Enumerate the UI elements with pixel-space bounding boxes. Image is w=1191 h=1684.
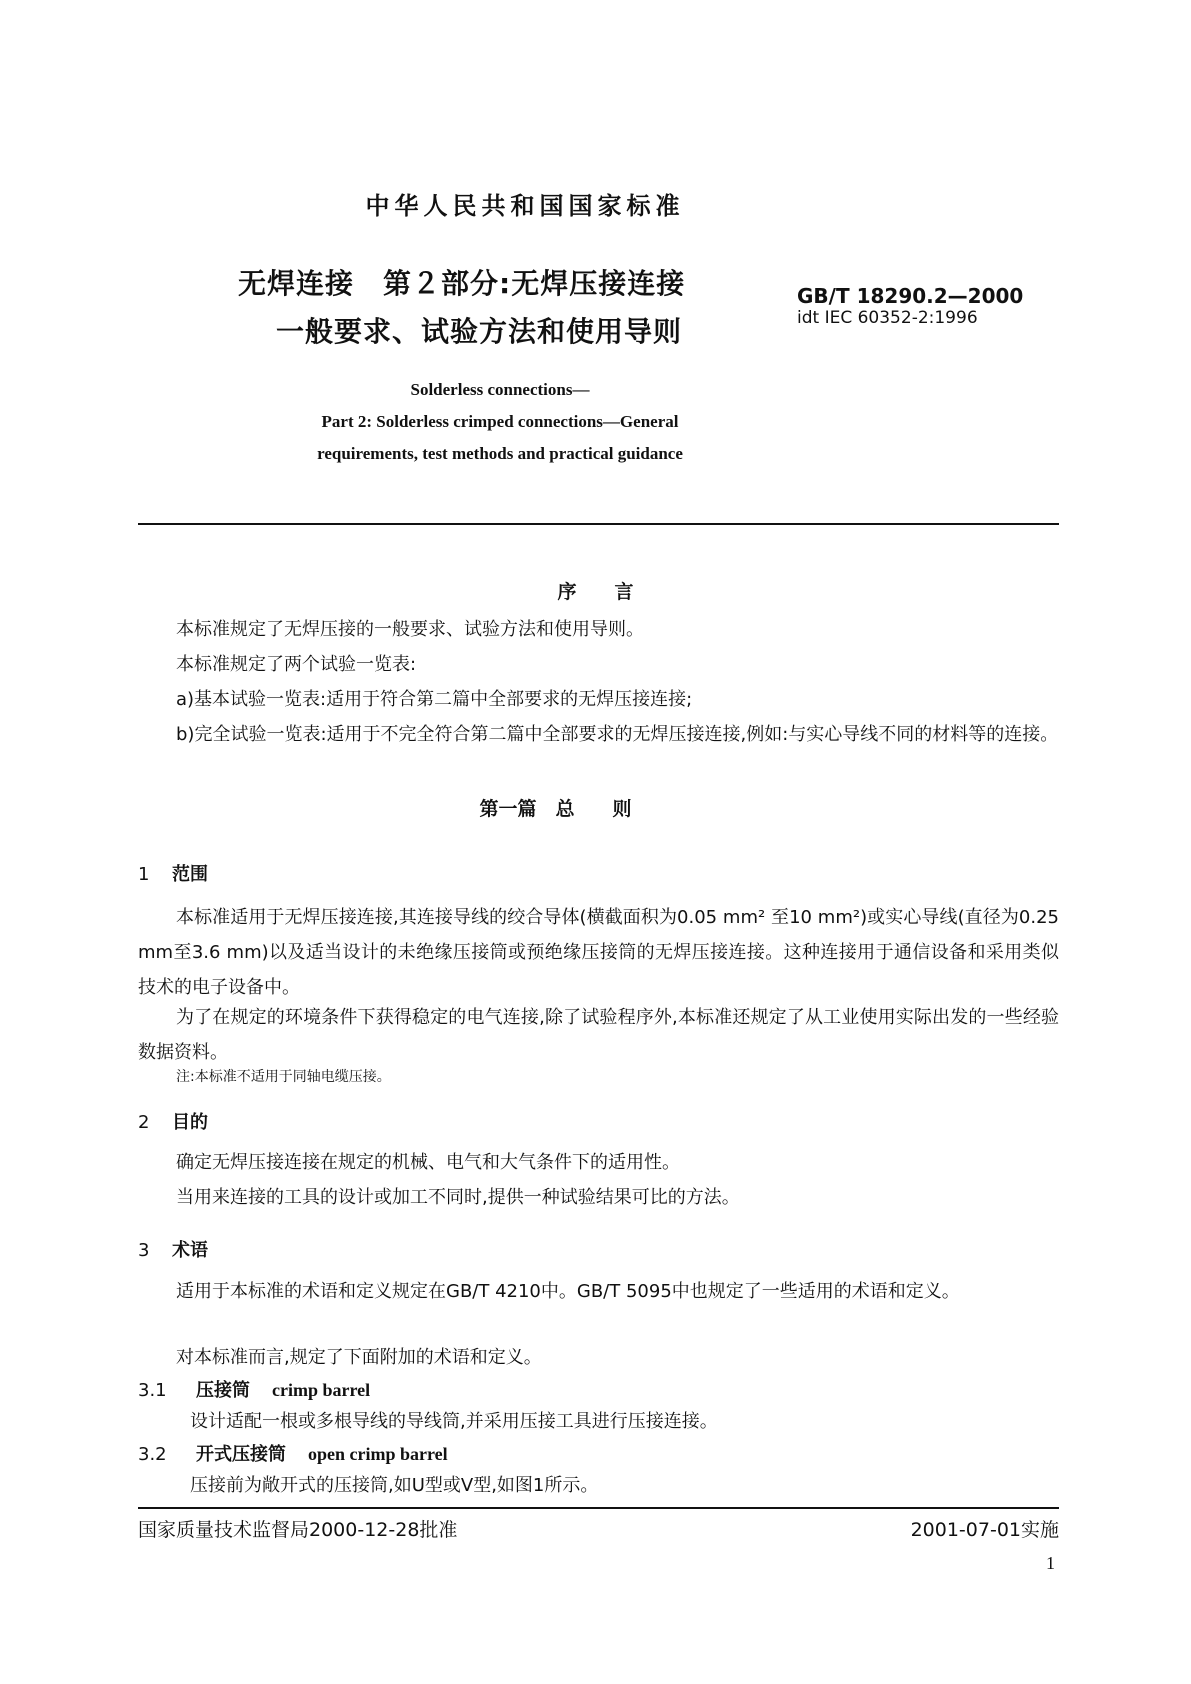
section-number: 3 xyxy=(138,1240,150,1261)
section-2-heading xyxy=(138,1108,208,1134)
english-title-line-3: requirements, test methods and practical guidance xyxy=(317,444,683,463)
header-divider xyxy=(138,523,1059,525)
chinese-title-line-2: 一般要求、试验方法和使用导则 xyxy=(276,315,683,348)
section-number: 2 xyxy=(138,1112,150,1133)
approval-statement: 国家质量技术监督局2000-12-28批准 xyxy=(138,1519,458,1541)
term-english: crimp barrel xyxy=(272,1380,371,1400)
footer-divider xyxy=(138,1507,1059,1509)
subsection-number: 3.2 xyxy=(138,1444,167,1465)
section-title: 术语 xyxy=(172,1240,208,1261)
section-2-paragraph-2: 当用来连接的工具的设计或加工不同时,提供一种试验结果可比的方法。 xyxy=(176,1187,740,1208)
effective-date: 2001-07-01实施 xyxy=(910,1519,1059,1541)
section-3-paragraph-2: 对本标准而言,规定了下面附加的术语和定义。 xyxy=(176,1347,542,1368)
section-title: 范围 xyxy=(172,864,208,885)
section-1-heading xyxy=(138,860,208,886)
subsection-3-2-heading xyxy=(138,1440,448,1466)
foreword-list-item-a: a)基本试验一览表:适用于符合第二篇中全部要求的无焊压接连接; xyxy=(176,689,693,710)
foreword-paragraph: 本标准规定了无焊压接的一般要求、试验方法和使用导则。 xyxy=(176,619,644,640)
subsection-3-1-heading xyxy=(138,1376,370,1402)
page-number: 1 xyxy=(1046,1553,1055,1573)
section-3-paragraph-1: 适用于本标准的术语和定义规定在GB/T 4210中。GB/T 5095中也规定了一些适用的术语和定义。 xyxy=(176,1281,960,1302)
part-one-heading: 第一篇 总 则 xyxy=(479,798,632,820)
chinese-title-line-1: 无焊连接 第２部分:无焊压接连接 xyxy=(238,267,686,300)
foreword-heading: 序 言 xyxy=(557,581,634,603)
section-title: 目的 xyxy=(172,1112,208,1133)
section-3-heading xyxy=(138,1236,208,1262)
idt-reference: idt IEC 60352-2:1996 xyxy=(797,308,978,328)
subsection-number: 3.1 xyxy=(138,1380,167,1401)
section-2-paragraph-1: 确定无焊压接连接在规定的机械、电气和大气条件下的适用性。 xyxy=(176,1152,680,1173)
subsection-3-2-definition: 压接前为敞开式的压接筒,如U型或V型,如图1所示。 xyxy=(190,1475,599,1496)
foreword-paragraph: 本标准规定了两个试验一览表: xyxy=(176,654,417,675)
subsection-3-1-definition: 设计适配一根或多根导线的导线筒,并采用压接工具进行压接连接。 xyxy=(190,1411,718,1432)
english-title-line-1: Solderless connections— xyxy=(410,380,590,399)
section-1-paragraph-1: 本标准适用于无焊压接连接,其连接导线的绞合导体(横截面积为0.05 mm² 至10 mm²)或实心导线(直径为0.25 mm至3.6 mm)以及适当设计的未绝缘压接筒或预绝缘压接筒的无焊压接连接。这种连接用于通信设备和采用类似技术的电子设备中。 xyxy=(138,907,1059,998)
term-chinese: 开式压接筒 xyxy=(196,1444,286,1465)
english-title-line-2: Part 2: Solderless crimped connections—General xyxy=(321,412,679,431)
section-1-note: 注:本标准不适用于同轴电缆压接。 xyxy=(176,1069,391,1085)
section-number: 1 xyxy=(138,864,150,885)
standard-code-block xyxy=(797,285,1023,329)
section-1-paragraph-2: 为了在规定的环境条件下获得稳定的电气连接,除了试验程序外,本标准还规定了从工业使用实际出发的一些经验数据资料。 xyxy=(138,1007,1059,1063)
foreword-list-item-b: b)完全试验一览表:适用于不完全符合第二篇中全部要求的无焊压接连接,例如:与实心导线不同的材料等的连接。 xyxy=(176,724,1059,745)
term-english: open crimp barrel xyxy=(308,1444,448,1464)
term-chinese: 压接筒 xyxy=(196,1380,250,1401)
national-standard-label: 中华人民共和国国家标准 xyxy=(365,192,685,220)
standard-number: GB/T 18290.2—2000 xyxy=(797,284,1024,308)
